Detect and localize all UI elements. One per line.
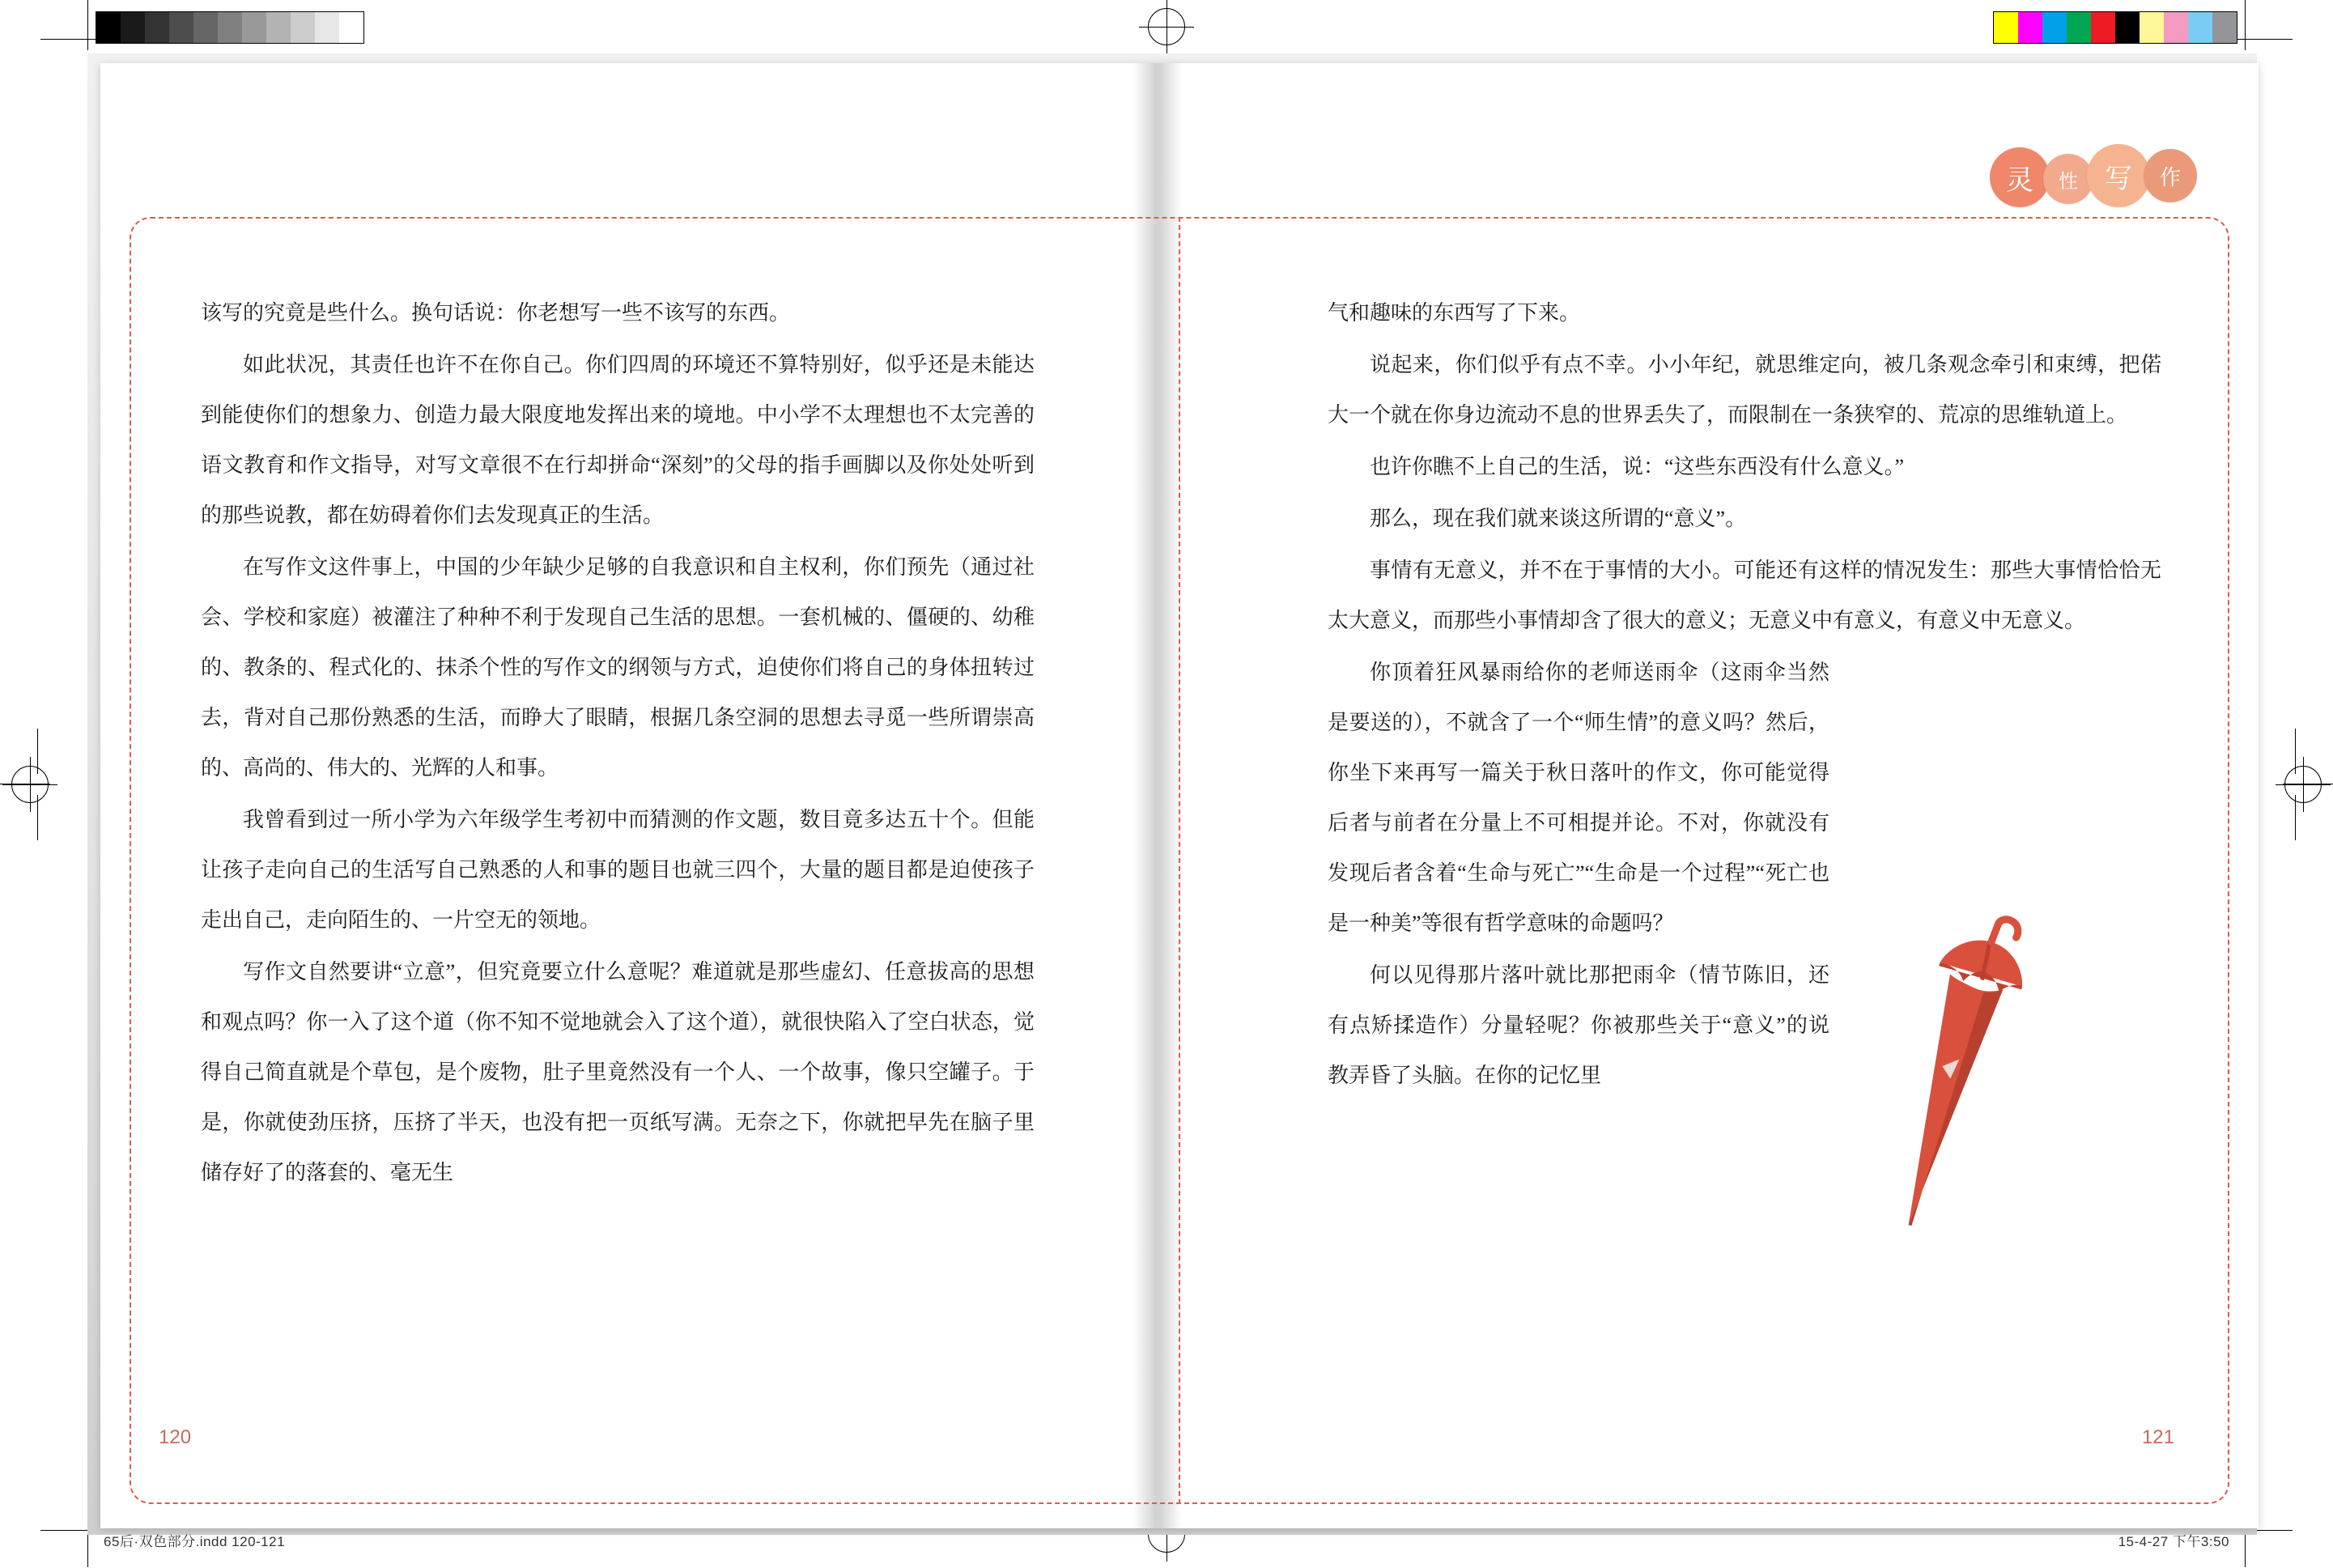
color-swatch (2188, 12, 2212, 43)
left-paragraph-1: 该写的究竟是些什么。换句话说：你老想写一些不该写的东西。 (201, 301, 791, 325)
left-paragraph-2: 如此状况，其责任也许不在你自己。你们四周的环境还不算特别好，似乎还是未能达到能使你们的想象力、创造力最大限度地发挥出来的境地。中小学不太理想也不太完善的语文教育和作文指导，对写文章很不在行却拼命“深刻”的父母的指手画脚以及你处处听到的那些说教，都在妨碍着你们去发现真正的生活。 (201, 353, 1035, 527)
registration-target-left (11, 766, 49, 803)
grayscale-swatch (266, 12, 291, 43)
running-head-char-3: 写 (2087, 144, 2150, 207)
color-swatch (2115, 12, 2140, 43)
registration-target-right (2284, 766, 2322, 803)
color-swatch (2164, 12, 2188, 43)
crop-mark-top-left-h (40, 39, 99, 40)
grayscale-swatch (169, 12, 193, 43)
left-paragraph-3: 在写作文这件事上，中国的少年缺少足够的自我意识和自主权利，你们预先（通过社会、学校和家庭）被灌注了种种不利于发现自己生活的思想。一套机械的、僵硬的、幼稚的、教条的、程式化的、抹杀个性的写作文的纲领与方式，迫使你们将自己的身体扭转过去，背对自己那份熟悉的生活，而睁大了眼睛，根据几条空洞的思想去寻觅一些所谓崇高的、高尚的、伟大的、光辉的人和事。 (201, 555, 1035, 780)
left-paragraph-4: 我曾看到过一所小学为六年级学生考初中而猜测的作文题，数目竟多达五十个。但能让孩子走向自己的生活写自己熟悉的人和事的题目也就三四个，大量的题目都是迫使孩子走出自己，走向陌生的、一片空无的领地。 (201, 808, 1035, 932)
grayscale-swatch (145, 12, 169, 43)
color-swatch (2091, 12, 2115, 43)
grayscale-swatch (193, 12, 218, 43)
color-swatch (2212, 12, 2237, 43)
running-head-char-1: 灵 (1990, 147, 2050, 207)
red-umbrella-illustration (1876, 907, 2022, 1247)
crop-mark-top-right-h (2234, 39, 2293, 40)
color-swatch (1994, 12, 2018, 43)
color-calibration-bar (1993, 11, 2237, 44)
right-paragraph-4: 那么，现在我们就来谈这所谓的“意义”。 (1370, 507, 1747, 530)
trim-guide-center (1179, 217, 1180, 1504)
right-page-text-column (1328, 288, 2161, 1103)
right-paragraph-6: 你顶着狂风暴雨给你的老师送雨伞（这雨伞当然是要送的），不就含了一个“师生情”的意义吗？然后，你坐下来再写一篇关于秋日落叶的作文，你可能觉得后者与前者在分量上不可相提并论。不对，你就没有发现后者含着“生命与死亡”“生命是一个过程”“死亡也是一种美”等很有哲学意味的命题吗？ (1328, 661, 1829, 935)
running-head-char-2: 性 (2043, 154, 2093, 204)
crop-mark-top-right-v (2245, 0, 2246, 50)
grayscale-swatch (315, 12, 339, 43)
color-swatch (2067, 12, 2091, 43)
folio-right: 121 (2141, 1426, 2174, 1448)
footer-slug-right: 15-4-27 下午3:50 (2118, 1534, 2229, 1549)
running-head-char-4: 作 (2144, 149, 2197, 202)
grayscale-swatch (339, 12, 363, 43)
grayscale-swatch (291, 12, 315, 43)
color-swatch (2018, 12, 2042, 43)
grayscale-swatch (121, 12, 145, 43)
left-paragraph-5: 写作文自然要讲“立意”，但究竟要立什么意呢？难道就是那些虚幻、任意拔高的思想和观点吗？你一入了这个道（你不知不觉地就会入了这个道），就很快陷入了空白状态，觉得自己简直就是个草包，是个废物，肚子里竟然没有一个人、一个故事，像只空罐子。于是，你就使劲压挤，压挤了半天，也没有把一页纸写满。无奈之下，你就把早先在脑子里储存好了的落套的、毫无生 (201, 960, 1035, 1184)
right-paragraph-5: 事情有无意义，并不在于事情的大小。可能还有这样的情况发生：那些大事情恰恰无太大意义，而那些小事情却含了很大的意义；无意义中有意义，有意义中无意义。 (1328, 559, 2161, 632)
registration-target-top (1148, 8, 1185, 45)
crop-mark-left-middle-v2 (37, 795, 38, 840)
color-swatch (2042, 12, 2067, 43)
grayscale-calibration-bar (96, 11, 364, 44)
right-paragraph-1: 气和趣味的东西写了下来。 (1328, 301, 1581, 325)
grayscale-swatch (96, 12, 121, 43)
crop-mark-top-left-v (87, 0, 88, 50)
right-paragraph-2: 说起来，你们似乎有点不幸。小小年纪，就思维定向，被几条观念牵引和束缚，把偌大一个就在你身边流动不息的世界丢失了，而限制在一条狭窄的、荒凉的思维轨道上。 (1328, 353, 2161, 427)
folio-left: 120 (159, 1426, 192, 1448)
color-swatch (2140, 12, 2164, 43)
footer-slug-left: 65后·双色部分.indd 120-121 (104, 1534, 286, 1549)
right-paragraph-7: 何以见得那片落叶就比那把雨伞（情节陈旧，还有点矫揉造作）分量轻呢？你被那些关于“意义”的说教弄昏了头脑。在你的记忆里 (1328, 963, 1829, 1087)
left-page-text-column (201, 288, 1035, 1200)
grayscale-swatch (218, 12, 242, 43)
grayscale-swatch (242, 12, 266, 43)
running-head-badge (1996, 144, 2197, 207)
right-paragraph-3: 也许你瞧不上自己的生活，说：“这些东西没有什么意义。” (1370, 455, 1905, 478)
